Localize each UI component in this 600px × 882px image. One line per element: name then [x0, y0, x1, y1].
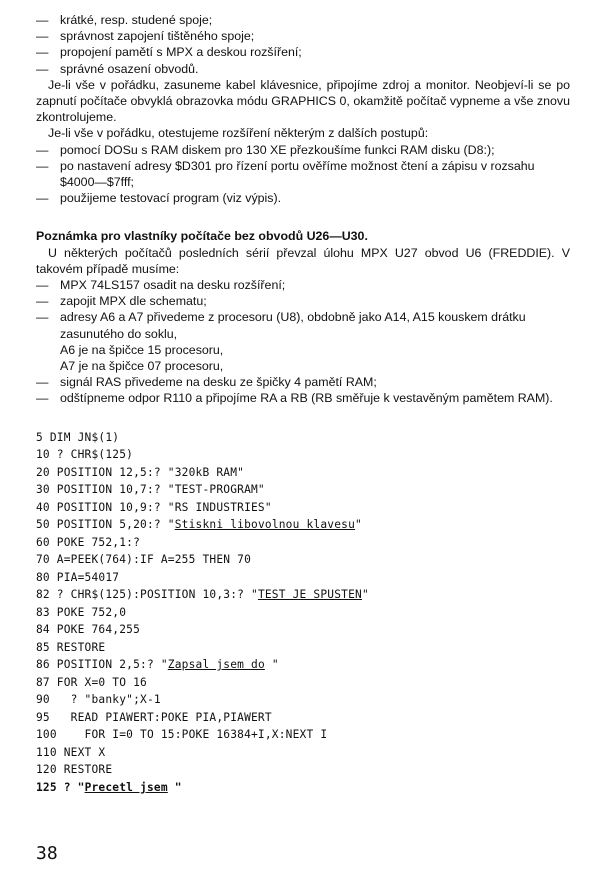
- code-text: ": [167, 780, 182, 794]
- list-item: — signál RAS přivedeme na desku ze špičky 4 pamětí RAM;: [36, 375, 377, 390]
- code-text: ": [264, 658, 279, 672]
- code-text: 84 POKE 764,255: [36, 623, 141, 637]
- list-item: — MPX 74LS157 osadit na desku rozšíření;: [36, 278, 286, 293]
- paragraph: Je-li vše v pořádku, otestujeme rozšíření některým z dalších postupů:: [48, 126, 429, 141]
- steps-list: [36, 277, 570, 342]
- paragraph: U některých počítačů posledních sérií převzal úlohu MPX U27 obvod U6 (FREDDIE). V takovém případě musíme:: [36, 245, 570, 276]
- test-list: [36, 142, 570, 207]
- code-underlined-text: Stiskni libovolnou klavesu: [174, 518, 356, 532]
- list-item: — adresy A6 a A7 přivedeme z procesoru (U8), obdobně jako A14, A15 kouskem drátku zasunutého do soklu,: [36, 310, 526, 341]
- list-item: — správné osazení obvodů.: [36, 61, 199, 76]
- section-heading: Poznámka pro vlastníky počítače bez obvodů U26—U30.: [36, 229, 368, 244]
- code-line: [36, 516, 570, 534]
- code-text: 120 RESTORE: [36, 763, 113, 777]
- code-text: 5 DIM JN$(1): [36, 430, 120, 444]
- code-text: 100 FOR I=0 TO 15:POKE 16384+I,X:NEXT I: [36, 728, 328, 742]
- pin-note: A7 je na špičce 07 procesoru,: [60, 359, 224, 374]
- code-line: [36, 499, 570, 517]
- code-text: 87 FOR X=0 TO 16: [36, 675, 147, 689]
- check-list: [36, 12, 570, 77]
- code-underlined-text: TEST JE SPUSTEN: [257, 588, 362, 602]
- list-item: — odštípneme odpor R110 a připojíme RA a RB (RB směřuje k vestavěným pamětem RAM).: [36, 391, 553, 406]
- steps-list-continued: [36, 374, 570, 406]
- code-line: [36, 744, 570, 762]
- code-line: [36, 551, 570, 569]
- code-text: 82 ? CHR$(125):POSITION 10,3:? ": [36, 588, 258, 602]
- list-item: — krátké, resp. studené spoje;: [36, 13, 213, 27]
- code-text: ": [355, 518, 362, 532]
- code-text: 85 RESTORE: [36, 640, 106, 654]
- code-listing: [36, 429, 570, 797]
- code-text: 86 POSITION 2,5:? ": [36, 658, 168, 672]
- pin-note: A6 je na špičce 15 procesoru,: [60, 342, 224, 357]
- page-number: 38: [36, 843, 58, 864]
- code-line: [36, 761, 570, 779]
- code-line: [36, 604, 570, 622]
- code-line: [36, 481, 570, 499]
- code-line: [36, 779, 570, 797]
- code-line: [36, 446, 570, 464]
- code-text: 70 A=PEEK(764):IF A=255 THEN 70: [36, 553, 251, 567]
- list-item: — zapojit MPX dle schematu;: [36, 294, 207, 309]
- code-text: 83 POKE 752,0: [36, 605, 127, 619]
- code-text: 125 ? ": [36, 780, 85, 794]
- code-underlined-text: Zapsal jsem do: [167, 658, 265, 672]
- code-underlined-text: Precetl jsem: [84, 780, 168, 794]
- code-line: [36, 674, 570, 692]
- code-text: 60 POKE 752,1:?: [36, 535, 141, 549]
- code-text: 30 POSITION 10,7:? "TEST-PROGRAM": [36, 483, 265, 497]
- code-line: [36, 639, 570, 657]
- code-line: [36, 586, 570, 604]
- code-line: [36, 429, 570, 447]
- list-item: — použijeme testovací program (viz výpis).: [36, 191, 282, 206]
- code-line: [36, 464, 570, 482]
- code-text: 95 READ PIAWERT:POKE PIA,PIAWERT: [36, 710, 272, 724]
- code-line: [36, 656, 570, 674]
- list-item: — propojení pamětí s MPX a deskou rozšíření;: [36, 45, 302, 60]
- code-line: [36, 534, 570, 552]
- code-text: 80 PIA=54017: [36, 570, 120, 584]
- code-text: 20 POSITION 12,5:? "320kB RAM": [36, 465, 245, 479]
- list-item: — po nastavení adresy $D301 pro řízení portu ověříme možnost čtení a zápisu v rozsahu $4000—$7fff;: [36, 158, 535, 190]
- code-text: 10 ? CHR$(125): [36, 448, 134, 462]
- code-text: 110 NEXT X: [36, 745, 106, 759]
- code-line: [36, 709, 570, 727]
- code-text: 40 POSITION 10,9:? "RS INDUSTRIES": [36, 500, 272, 514]
- code-text: ": [361, 588, 369, 602]
- code-text: 50 POSITION 5,20:? ": [36, 518, 175, 532]
- code-line: [36, 691, 570, 709]
- code-text: 90 ? "banky";X-1: [36, 693, 161, 707]
- code-line: [36, 569, 570, 587]
- list-item: — pomocí DOSu s RAM diskem pro 130 XE přezkoušíme funkci RAM disku (D8:);: [36, 142, 495, 157]
- paragraph: Je-li vše v pořádku, zasuneme kabel klávesnice, připojíme zdroj a monitor. Neobjeví-li se po zapnutí počítače obvyklá obrazovka módu GRAPHICS 0, okamžitě počítač vypneme a vše znovu zkontrolujeme.: [36, 77, 570, 125]
- code-line: [36, 621, 570, 639]
- list-item: — správnost zapojení tištěného spoje;: [36, 29, 255, 44]
- code-line: [36, 726, 570, 744]
